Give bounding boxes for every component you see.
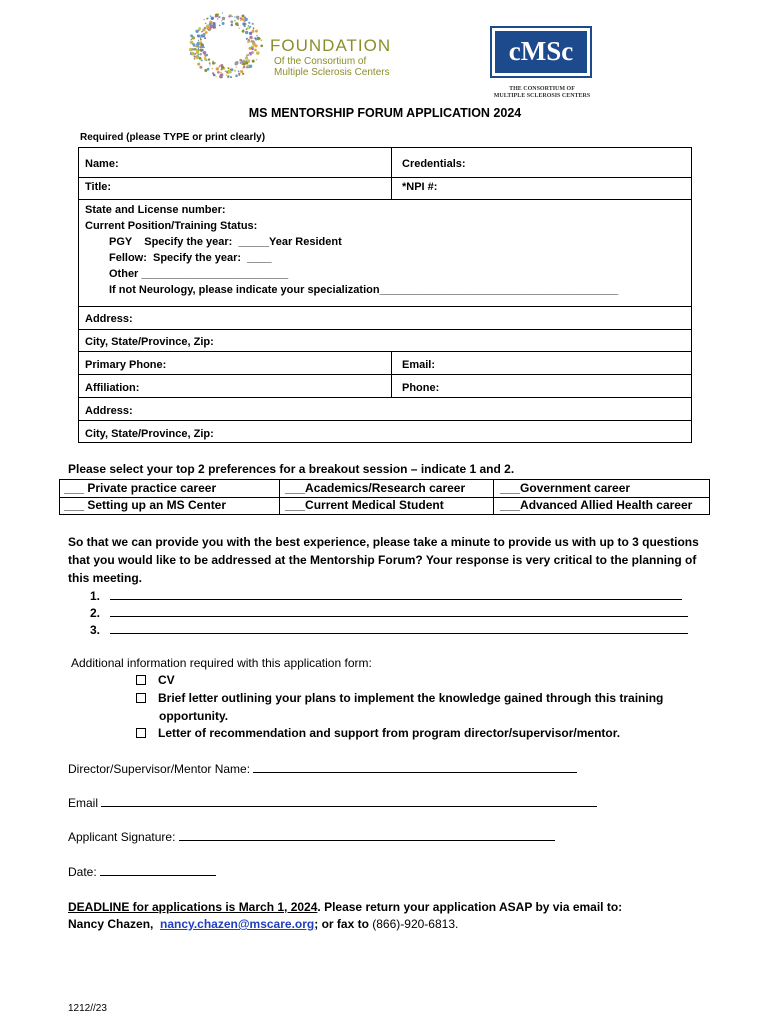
logo-dot bbox=[212, 22, 215, 25]
question-row-1[interactable] bbox=[90, 588, 682, 603]
logo-dot bbox=[249, 52, 251, 54]
logo-dot bbox=[242, 22, 245, 25]
breakout-intro: Please select your top 2 preferences for a breakout session – indicate 1 and 2. bbox=[68, 462, 515, 476]
logo-dot bbox=[201, 50, 203, 52]
breakout-table bbox=[59, 479, 710, 515]
question-number-3: 3. bbox=[90, 623, 101, 637]
required-note: Required (please TYPE or print clearly) bbox=[80, 132, 266, 143]
logo-dot bbox=[261, 39, 263, 41]
cmsc-logo-caption bbox=[486, 86, 598, 100]
option-medical-student[interactable]: ___Current Medical Student bbox=[285, 498, 444, 512]
logo-dot bbox=[195, 30, 198, 33]
logo-dot bbox=[248, 39, 250, 41]
pgy-field[interactable]: PGY Specify the year: _____Year Resident bbox=[109, 236, 342, 248]
foundation-logo-name: FOUNDATION bbox=[270, 36, 392, 55]
logo-dot bbox=[248, 54, 250, 56]
logo-dot bbox=[249, 32, 252, 35]
question-line-2[interactable] bbox=[110, 605, 688, 617]
logo-dot bbox=[246, 54, 248, 56]
logo-dot bbox=[252, 42, 255, 45]
logo-dot bbox=[236, 16, 239, 19]
email-label: Email bbox=[68, 796, 99, 810]
director-name-row[interactable] bbox=[68, 761, 577, 776]
foundation-logo-subtitle bbox=[274, 56, 390, 78]
logo-dot bbox=[194, 48, 196, 50]
logo-dot bbox=[226, 74, 227, 75]
question-number-2: 2. bbox=[90, 606, 101, 620]
footer-code: 1212//23 bbox=[68, 1003, 107, 1014]
option-private-practice[interactable]: ___ Private practice career bbox=[64, 481, 217, 495]
address-field[interactable]: Address: bbox=[85, 313, 133, 325]
city-state-zip-field[interactable]: City, State/Province, Zip: bbox=[85, 336, 214, 348]
logo-dot bbox=[235, 61, 238, 64]
logo-dot bbox=[196, 46, 197, 47]
logo-dot bbox=[240, 62, 242, 64]
question-line-1[interactable] bbox=[110, 588, 682, 600]
specialization-field[interactable]: If not Neurology, please indicate your specialization_______________________________________ bbox=[109, 284, 619, 296]
logo-dot bbox=[222, 12, 223, 13]
state-license-field[interactable]: State and License number: bbox=[85, 204, 226, 216]
director-name-line[interactable] bbox=[253, 761, 577, 773]
credentials-field[interactable]: Credentials: bbox=[402, 158, 466, 170]
npi-field[interactable]: *NPI #: bbox=[402, 181, 438, 193]
checkbox-icon[interactable] bbox=[136, 693, 146, 703]
logo-dot bbox=[201, 31, 202, 32]
logo-dot bbox=[231, 24, 233, 26]
question-row-3[interactable] bbox=[90, 622, 688, 637]
logo-dot bbox=[245, 18, 248, 21]
logo-dot bbox=[252, 60, 255, 63]
logo-dot bbox=[198, 54, 199, 55]
email-line[interactable] bbox=[101, 795, 597, 807]
logo-dot bbox=[248, 22, 250, 24]
logo-dot bbox=[199, 66, 202, 69]
option-government[interactable]: ___Government career bbox=[500, 481, 631, 495]
logo-dot bbox=[260, 45, 263, 48]
option-ms-center[interactable]: ___ Setting up an MS Center bbox=[64, 498, 227, 512]
checkbox-icon[interactable] bbox=[136, 728, 146, 738]
foundation-logo-subtitle-2: Multiple Sclerosis Centers bbox=[274, 67, 390, 78]
option-academics-research[interactable]: ___Academics/Research career bbox=[285, 481, 466, 495]
logo-dot bbox=[217, 71, 220, 74]
checkbox-icon[interactable] bbox=[136, 675, 146, 685]
question-number-1: 1. bbox=[90, 589, 101, 603]
cmsc-caption-2: MULTIPLE SCLEROSIS CENTERS bbox=[493, 93, 591, 99]
logo-dot bbox=[255, 30, 258, 33]
logo-dot bbox=[240, 20, 241, 21]
logo-dot bbox=[221, 66, 224, 69]
logo-dot bbox=[234, 20, 235, 21]
logo-dot bbox=[251, 40, 252, 41]
date-label: Date: bbox=[68, 865, 97, 879]
logo-dot bbox=[220, 72, 222, 74]
logo-dot bbox=[255, 38, 257, 40]
fax-number: (866)-920-6813. bbox=[372, 917, 459, 931]
logo-dot bbox=[235, 22, 238, 25]
logo-dot bbox=[203, 33, 206, 36]
deadline-date: DEADLINE for applications is March 1, 2024 bbox=[68, 900, 318, 914]
applicant-signature-row[interactable] bbox=[68, 829, 555, 844]
fax-prefix: ; or fax to bbox=[314, 917, 369, 931]
logo-dot bbox=[205, 54, 208, 57]
logo-dot bbox=[254, 49, 257, 52]
logo-dot bbox=[204, 37, 206, 39]
logo-dot bbox=[238, 70, 240, 72]
fellow-field[interactable]: Fellow: Specify the year: ____ bbox=[109, 252, 272, 264]
logo-dot bbox=[222, 17, 225, 20]
logo-dot bbox=[228, 70, 232, 74]
logo-dot bbox=[241, 18, 244, 21]
logo-dot bbox=[245, 31, 248, 34]
logo-dot bbox=[194, 58, 196, 60]
logo-dot bbox=[246, 38, 248, 40]
cmsc-logo-frame bbox=[490, 26, 592, 78]
foundation-logo bbox=[178, 10, 408, 80]
checklist-letter-label: Brief letter outlining your plans to implement the knowledge gained through this training bbox=[158, 691, 664, 705]
logo-dot bbox=[234, 16, 235, 17]
logo-dot bbox=[206, 18, 208, 20]
deadline-notice bbox=[68, 899, 708, 933]
logo-dot bbox=[243, 29, 244, 30]
logo-dot bbox=[216, 67, 219, 70]
logo-dot bbox=[192, 48, 195, 51]
primary-phone-field[interactable]: Primary Phone: bbox=[85, 359, 167, 371]
logo-dot bbox=[256, 59, 257, 60]
logo-dot bbox=[222, 22, 225, 25]
logo-dot bbox=[248, 25, 250, 27]
logo-dot bbox=[217, 18, 218, 19]
cmsc-caption-1: THE CONSORTIUM OF bbox=[509, 86, 575, 92]
logo-dot bbox=[219, 25, 221, 27]
logo-dot bbox=[228, 67, 230, 69]
logo-dot bbox=[246, 66, 249, 69]
date-line[interactable] bbox=[100, 864, 216, 876]
logo-dot bbox=[234, 70, 236, 72]
logo-dot bbox=[227, 77, 229, 79]
logo-dot bbox=[212, 68, 213, 69]
logo-dot bbox=[200, 53, 202, 55]
logo-dot bbox=[220, 74, 223, 77]
logo-dot bbox=[212, 72, 214, 74]
logo-dot bbox=[214, 26, 216, 28]
logo-dot bbox=[247, 59, 250, 62]
affiliation-city-field[interactable]: City, State/Province, Zip: bbox=[85, 428, 214, 440]
email-row[interactable] bbox=[68, 795, 597, 810]
logo-dot bbox=[242, 68, 243, 69]
name-field[interactable]: Name: bbox=[85, 158, 119, 170]
logo-dot bbox=[190, 34, 193, 37]
current-position-label: Current Position/Training Status: bbox=[85, 220, 258, 232]
title-field[interactable]: Title: bbox=[85, 181, 112, 193]
logo-dot bbox=[204, 58, 207, 61]
logo-dot bbox=[249, 65, 252, 68]
logo-dot bbox=[209, 25, 213, 29]
logo-dot bbox=[204, 27, 206, 29]
foundation-logo-subtitle-1: Of the Consortium of bbox=[274, 56, 367, 67]
affiliation-address-field[interactable]: Address: bbox=[85, 405, 133, 417]
logo-dot bbox=[204, 19, 205, 20]
director-name-label: Director/Supervisor/Mentor Name: bbox=[68, 762, 251, 776]
logo-dot bbox=[240, 70, 243, 73]
logo-dot bbox=[235, 75, 238, 78]
logo-dot bbox=[201, 59, 203, 61]
logo-dot bbox=[252, 23, 254, 25]
logo-dot bbox=[191, 52, 194, 55]
contact-email-link[interactable]: nancy.chazen@mscare.org bbox=[160, 917, 315, 931]
logo-dot bbox=[204, 69, 207, 72]
logo-dot bbox=[209, 64, 210, 65]
email-field[interactable]: Email: bbox=[402, 359, 436, 371]
logo-dot bbox=[211, 17, 214, 20]
logo-dot bbox=[228, 15, 230, 17]
affiliation-field[interactable]: Affiliation: bbox=[85, 382, 140, 394]
logo-dot bbox=[202, 46, 204, 48]
dots-circle-icon bbox=[178, 10, 278, 80]
checklist-cv[interactable] bbox=[136, 673, 175, 687]
logo-dot bbox=[221, 20, 222, 21]
logo-dot bbox=[198, 40, 199, 41]
phone-field[interactable]: Phone: bbox=[402, 382, 440, 394]
applicant-signature-line[interactable] bbox=[179, 829, 555, 841]
logo-dot bbox=[218, 66, 219, 67]
logo-dot bbox=[215, 15, 217, 17]
logo-dot bbox=[197, 35, 200, 38]
applicant-info-table bbox=[78, 147, 692, 443]
logo-dot bbox=[259, 38, 261, 40]
logo-dot bbox=[236, 67, 237, 68]
checklist-letter-continued: opportunity. bbox=[159, 709, 229, 723]
logo-dot bbox=[253, 28, 255, 30]
logo-dot bbox=[200, 37, 202, 39]
logo-dot bbox=[205, 31, 208, 34]
logo-dot bbox=[212, 61, 214, 63]
question-line-3[interactable] bbox=[110, 622, 688, 634]
logo-dot bbox=[192, 37, 194, 39]
logo-dot bbox=[252, 47, 254, 49]
logo-dot bbox=[208, 58, 210, 60]
logo-dot bbox=[250, 36, 253, 39]
logo-dot bbox=[250, 41, 251, 42]
cmsc-logo-letters: cMSc bbox=[508, 36, 574, 66]
checklist-letter[interactable] bbox=[136, 691, 663, 705]
date-row[interactable] bbox=[68, 864, 216, 879]
logo-dot bbox=[209, 62, 211, 64]
logo-dot bbox=[249, 26, 251, 28]
contact-name: Nancy Chazen, bbox=[68, 917, 154, 931]
logo-dot bbox=[210, 15, 212, 17]
logo-dot bbox=[242, 73, 244, 75]
logo-dot bbox=[245, 57, 248, 60]
logo-dot bbox=[230, 20, 233, 23]
checklist-cv-label: CV bbox=[158, 673, 175, 687]
logo-dot bbox=[194, 56, 196, 58]
logo-dot bbox=[198, 27, 201, 30]
questions-intro: So that we can provide you with the best experience, please take a minute to provide us with up to 3 questions that you would like to be addressed at the Mentorship Forum? Your response is very critical to the planning of this meeting. bbox=[68, 535, 699, 585]
logo-dot bbox=[230, 76, 232, 78]
checklist-recommendation-label: Letter of recommendation and support from program director/supervisor/mentor. bbox=[158, 726, 621, 740]
logo-dot bbox=[197, 46, 199, 48]
other-field[interactable]: Other ________________________ bbox=[109, 268, 289, 280]
logo-dot bbox=[200, 58, 202, 60]
additional-info-intro: Additional information required with this application form: bbox=[71, 656, 372, 670]
checklist-recommendation[interactable] bbox=[136, 726, 620, 740]
logo-dot bbox=[197, 63, 200, 66]
logo-dot bbox=[256, 51, 260, 55]
option-allied-health[interactable]: ___Advanced Allied Health career bbox=[500, 498, 693, 512]
logo-dot bbox=[216, 76, 217, 77]
logo-dot bbox=[200, 39, 202, 41]
logo-dot bbox=[191, 39, 192, 40]
logo-dot bbox=[205, 23, 207, 25]
deadline-instructions: . Please return your application ASAP by via email to: bbox=[317, 900, 623, 914]
logo-dot bbox=[247, 27, 249, 29]
logo-dot bbox=[256, 35, 257, 36]
logo-dot bbox=[241, 60, 244, 63]
cmsc-logo bbox=[486, 26, 598, 106]
logo-dot bbox=[238, 73, 240, 75]
applicant-signature-label: Applicant Signature: bbox=[68, 830, 176, 844]
logo-dot bbox=[254, 41, 255, 42]
logo-dot bbox=[190, 41, 194, 45]
question-row-2[interactable] bbox=[90, 605, 688, 620]
logo-dot bbox=[196, 56, 199, 59]
page-title: MS MENTORSHIP FORUM APPLICATION 2024 bbox=[248, 106, 522, 120]
logo-dot bbox=[239, 28, 240, 29]
